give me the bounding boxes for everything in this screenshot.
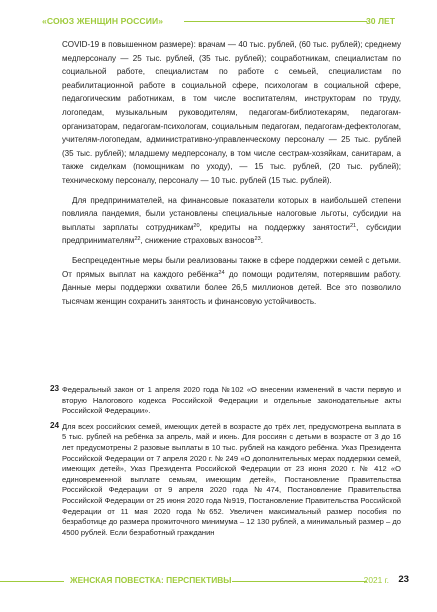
header-rule — [184, 21, 367, 22]
footnotes — [50, 385, 401, 543]
page-number: 23 — [398, 574, 409, 585]
paragraph-3-text-a: Беспрецедентные меры были реализованы также в сфере поддержки семей с детьми. От прямых выплат на каждого ребёнка — [62, 255, 401, 279]
paragraph-1: COVID-19 в повышенном размере): врачам — 40 тыс. рублей, (60 тыс. рублей); среднему медперсоналу — 25 тыс. рублей, (35 тыс. рублей); соцработникам, специалистам по социальной работе, специалистам по работе с семьей, специалистам по реабилитационной работе в социальной сфере, психологам в социальной сфере, педагогическим работникам, в том числе воспитателям, инструкторам по труду, логопедам, музыкальным руководителям, педагогам-библиотекарям, педагогам-организаторам, педагогам-психологам, социальным педагогам, педагогам-дефектологам, учителям-логопедам, административно-управленческому персоналу — 25 тыс. рублей (35 тыс. рублей); младшему медперсоналу, в том числе сестрам-хозяйкам, санитарам, а также сиделкам (помощникам по уходу), — 15 тыс. рублей, (20 тыс. рублей); техническому персоналу, персоналу — 10 тыс. рублей (15 тыс. рублей). — [62, 40, 401, 185]
footnote-23 — [50, 385, 401, 417]
paragraph-2-text-d: , снижение страховых взносов — [140, 236, 255, 246]
header-organization: «СОЮЗ ЖЕНЩИН РОССИИ» — [42, 16, 164, 26]
page-header — [0, 14, 437, 30]
paragraph-2-text-e: . — [260, 236, 264, 246]
footnote-ref-22[interactable]: 22 — [134, 236, 141, 243]
paragraph-2 — [62, 194, 401, 248]
main-text — [62, 38, 401, 314]
footnote-24 — [50, 422, 401, 539]
paragraph-2-text-b: , кредиты на поддержку занятости — [199, 222, 350, 232]
paragraph-3-text-b: до помощи родителям, потерявшим работу. Данные меры поддержки охватили более 26,5 миллионов детей. Все это позволило тысячам женщин сохранить занятость и финансовую устойчивость. — [62, 269, 401, 306]
footnote-ref-21[interactable]: 21 — [349, 222, 357, 229]
footer-year: 2021 г. — [363, 575, 389, 585]
footnote-number: 23 — [50, 384, 60, 393]
page-footer — [0, 575, 437, 589]
footnote-ref-24[interactable]: 24 — [218, 269, 225, 276]
paragraph-2-text-a: Для предпринимателей, на финансовые показатели которых в наибольшей степени повлияла пандемия, были установлены специальные налоговые льготы, субсидии на выплаты зарплаты сотрудникам — [62, 195, 401, 232]
footnote-ref-20[interactable]: 20 — [193, 222, 200, 229]
header-anniversary: 30 ЛЕТ — [366, 16, 395, 26]
footnote-number: 24 — [50, 420, 60, 430]
footnote-text: Для всех российских семей, имеющих детей в возрасте до трёх лет, предусмотрена выплата в 5 тыс. рублей на ребёнка за апрель, май и июнь. Для россиян с детьми в возрасте от 3 до 16 лет предусмотрены 2 разовые выплаты в 10 тыс. рублей на каждого ребёнка. Указ Президента Российской Федерации от 7 апреля 2020 г. № 249 «О дополнительных мерах поддержки семей, имеющих детей», Указ Президента Российской Федерации от 23 июня 2020 г. № 412 «О единовременной выплате семьям, имеющим детей», Постановление Правительства Российской Федерации от 9 апреля 2020 года №474, Постановление Правительства Российской Федерации от 25 июня 2020 года №919, Постановление Правительства Российской Федерации от 11 мая 2020 года №652. Увеличен максимальный размер пособия по безработице до размера прожиточного минимума – 12 130 рублей, а минимальный размер – до 4500 рублей. Если безработный гражданин — [62, 421, 401, 537]
paragraph-3 — [62, 254, 401, 308]
footnote-ref-23[interactable]: 23 — [254, 236, 261, 243]
footer-rule-left — [0, 581, 64, 582]
footer-title: ЖЕНСКАЯ ПОВЕСТКА: ПЕРСПЕКТИВЫ — [70, 575, 232, 585]
paragraph-2-text-c: , субсидии предпринимателям — [62, 222, 402, 246]
footer-rule-right — [232, 581, 367, 582]
footnote-text: Федеральный закон от 1 апреля 2020 года №102 «О внесении изменений в части первую и вторую Налогового кодекса Российской Федерации и отдельные законодательные акты Российской Федерации». — [62, 385, 401, 416]
